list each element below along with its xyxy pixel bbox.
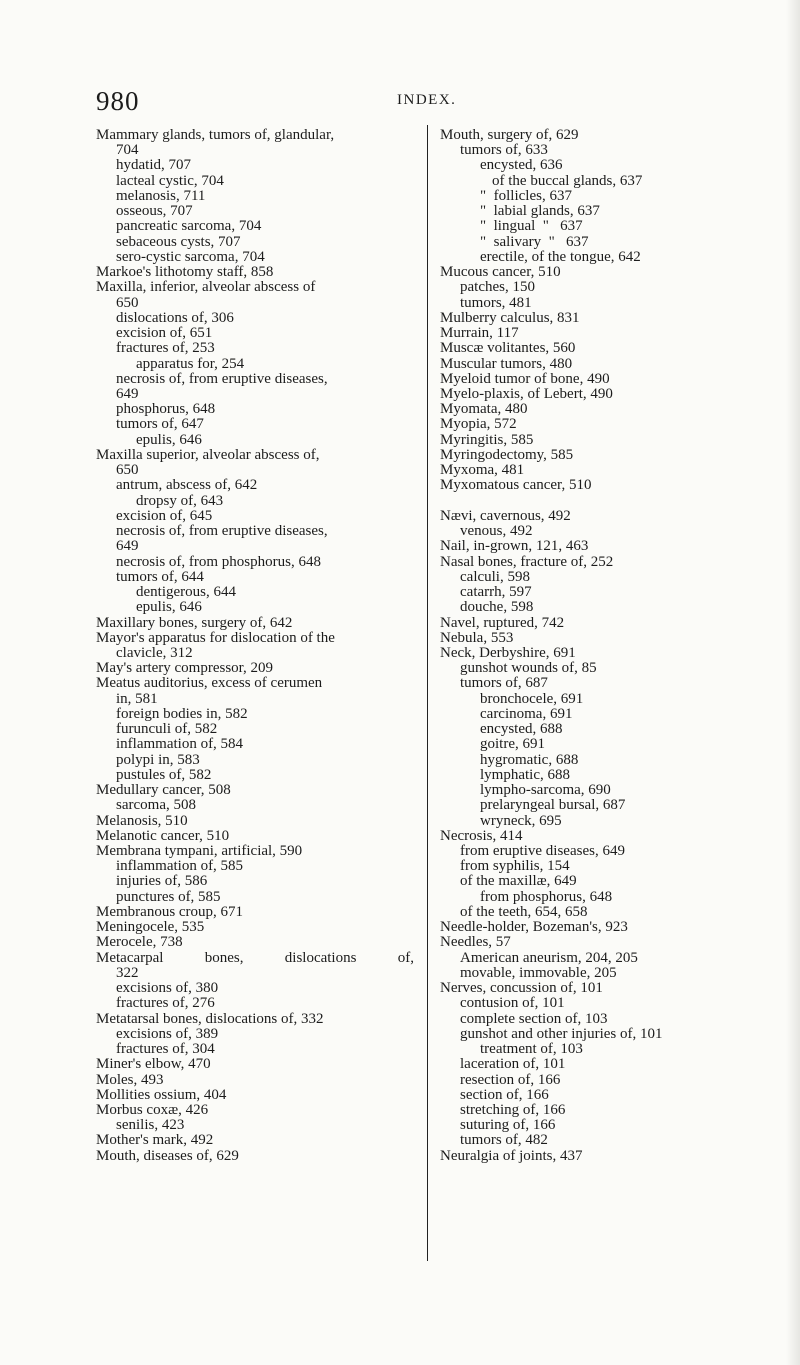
index-subentry: lacteal cystic, 704 — [116, 172, 224, 189]
index-subentry: of the maxillæ, 649 — [460, 873, 577, 890]
index-subentry: " labial glands, 637 — [480, 203, 600, 220]
index-subentry: in, 581 — [116, 690, 158, 707]
index-subentry: encysted, 688 — [480, 721, 563, 738]
index-subentry: dislocations of, 306 — [116, 309, 234, 326]
index-entry: Neuralgia of joints, 437 — [440, 1147, 583, 1164]
index-subentry: 649 — [116, 538, 139, 555]
index-subentry: of the buccal glands, 637 — [492, 172, 643, 189]
index-subentry: pancreatic sarcoma, 704 — [116, 218, 262, 235]
index-subentry: gunshot wounds of, 85 — [460, 660, 597, 677]
index-entry: Nævi, cavernous, 492 — [440, 507, 571, 524]
index-subentry: treatment of, 103 — [480, 1041, 583, 1058]
index-subentry: antrum, abscess of, 642 — [116, 477, 258, 494]
index-subentry: polypi in, 583 — [116, 751, 200, 768]
index-subentry: excisions of, 389 — [116, 1025, 219, 1042]
index-subentry: gunshot and other injuries of, 101 — [460, 1025, 663, 1042]
index-subentry: 322 — [116, 964, 139, 981]
index-entry: Morbus coxæ, 426 — [96, 1102, 209, 1118]
index-subentry: clavicle, 312 — [116, 644, 193, 661]
index-subentry: goitre, 691 — [480, 736, 545, 753]
index-subentry: dropsy of, 643 — [136, 492, 224, 509]
index-entry: Nasal bones, fracture of, 252 — [440, 553, 614, 570]
index-subentry: venous, 492 — [460, 523, 533, 540]
index-entry: Necrosis, 414 — [440, 827, 523, 844]
index-entry: Maxilla superior, alveolar abscess of, — [96, 446, 320, 463]
index-entry: Melanotic cancer, 510 — [96, 827, 230, 844]
index-subentry: pustules of, 582 — [116, 766, 212, 783]
index-entry: Merocele, 738 — [96, 934, 183, 951]
index-subentry: douche, 598 — [460, 599, 534, 616]
index-entry: Mouth, surgery of, 629 — [440, 127, 579, 143]
index-subentry: from syphilis, 154 — [460, 858, 570, 875]
page-number: 980 — [96, 86, 140, 116]
index-subentry: inflammation of, 584 — [116, 736, 244, 753]
index-entry: Mucous cancer, 510 — [440, 264, 561, 281]
index-subentry: inflammation of, 585 — [116, 858, 244, 875]
index-subentry: fractures of, 304 — [116, 1041, 215, 1058]
index-subentry: punctures of, 585 — [116, 888, 221, 905]
index-entry: Myeloid tumor of bone, 490 — [440, 370, 610, 387]
index-entry: Markoe's lithotomy staff, 858 — [96, 264, 274, 281]
index-subentry: fractures of, 253 — [116, 340, 215, 357]
index-subentry: carcinoma, 691 — [480, 705, 573, 722]
index-subentry: tumors of, 633 — [460, 142, 548, 159]
index-subentry: lympho-sarcoma, 690 — [480, 782, 611, 799]
index-entry: Myxoma, 481 — [440, 462, 525, 479]
index-subentry: from phosphorus, 648 — [480, 888, 613, 905]
index-subentry: tumors of, 647 — [116, 416, 204, 433]
index-entry: Murrain, 117 — [440, 325, 519, 342]
index-entry: Neck, Derbyshire, 691 — [440, 644, 576, 661]
index-subentry: suturing of, 166 — [460, 1117, 556, 1134]
index-subentry: epulis, 646 — [136, 599, 202, 616]
index-entry: Nebula, 553 — [440, 629, 514, 646]
index-subentry: injuries of, 586 — [116, 873, 208, 890]
index-subentry: " lingual " 637 — [480, 218, 583, 235]
index-subentry: sarcoma, 508 — [116, 797, 196, 814]
index-entry: Metacarpal bones, dislocations of, — [96, 949, 414, 966]
index-entry: Nerves, concussion of, 101 — [440, 980, 603, 997]
index-entry: Needle-holder, Bozeman's, 923 — [440, 919, 628, 936]
index-subentry: excision of, 645 — [116, 507, 213, 524]
index-entry: Mulberry calculus, 831 — [440, 309, 580, 326]
index-subentry: melanosis, 711 — [116, 187, 206, 204]
index-entry: Mother's mark, 492 — [96, 1132, 214, 1149]
index-subentry: bronchocele, 691 — [480, 690, 584, 707]
index-subentry: fractures of, 276 — [116, 995, 215, 1012]
index-subentry: sebaceous cysts, 707 — [116, 233, 241, 250]
index-entry: Myelo-plaxis, of Lebert, 490 — [440, 385, 613, 402]
index-entry: Melanosis, 510 — [96, 812, 188, 829]
index-subentry: excision of, 651 — [116, 325, 213, 342]
index-entry: Myringodectomy, 585 — [440, 446, 574, 463]
index-entry: Meatus auditorius, excess of cerumen — [96, 675, 323, 692]
index-subentry: encysted, 636 — [480, 157, 563, 174]
index-subentry: " salivary " 637 — [480, 233, 589, 250]
index-subentry: calculi, 598 — [460, 568, 530, 585]
index-subentry: excisions of, 380 — [116, 980, 219, 997]
index-subentry: necrosis of, from phosphorus, 648 — [116, 553, 321, 570]
index-entry: Myxomatous cancer, 510 — [440, 477, 592, 494]
index-entry: Membrana tympani, artificial, 590 — [96, 843, 303, 860]
index-subentry: apparatus for, 254 — [136, 355, 245, 372]
index-subentry: " follicles, 637 — [480, 187, 572, 204]
index-subentry: hydatid, 707 — [116, 157, 191, 174]
index-entry: Muscæ volitantes, 560 — [440, 340, 576, 357]
index-entry: Maxilla, inferior, alveolar abscess of — [96, 279, 316, 296]
index-entry: Myomata, 480 — [440, 401, 528, 418]
index-subentry: contusion of, 101 — [460, 995, 565, 1012]
index-subentry: section of, 166 — [460, 1086, 549, 1103]
index-entry: Muscular tumors, 480 — [440, 355, 573, 372]
index-subentry: 650 — [116, 462, 139, 479]
index-subentry: senilis, 423 — [116, 1117, 185, 1134]
index-entry: Mayor's apparatus for dislocation of the — [96, 629, 335, 646]
index-entry: Nail, in-grown, 121, 463 — [440, 538, 589, 555]
index-subentry: from eruptive diseases, 649 — [460, 843, 625, 860]
index-subentry: movable, immovable, 205 — [460, 964, 617, 981]
index-subentry: 649 — [116, 385, 139, 402]
index-subentry: tumors of, 482 — [460, 1132, 548, 1149]
index-subentry: necrosis of, from eruptive diseases, — [116, 370, 328, 387]
index-subentry: lymphatic, 688 — [480, 766, 570, 783]
index-subentry: American aneurism, 204, 205 — [460, 949, 638, 966]
index-entry: Myringitis, 585 — [440, 431, 534, 448]
index-subentry: 704 — [116, 142, 139, 159]
index-subentry: furunculi of, 582 — [116, 721, 218, 738]
index-entry: Membranous croup, 671 — [96, 903, 244, 920]
index-subentry: catarrh, 597 — [460, 584, 532, 601]
index-entry: Maxillary bones, surgery of, 642 — [96, 614, 293, 631]
index-subentry: phosphorus, 648 — [116, 401, 216, 418]
index-entry: Mollities ossium, 404 — [96, 1086, 227, 1103]
index-entry: Meningocele, 535 — [96, 919, 205, 936]
index-entry: Metatarsal bones, dislocations of, 332 — [96, 1010, 324, 1027]
index-subentry: wryneck, 695 — [480, 812, 562, 829]
index-subentry: patches, 150 — [460, 279, 535, 296]
index-subentry: tumors of, 687 — [460, 675, 548, 692]
index-subentry: laceration of, 101 — [460, 1056, 566, 1073]
section-gap — [440, 494, 770, 509]
page-edge-shadow — [786, 0, 800, 1365]
index-subentry: foreign bodies in, 582 — [116, 705, 248, 722]
index-entry: Medullary cancer, 508 — [96, 782, 231, 799]
index-entry: May's artery compressor, 209 — [96, 660, 274, 677]
index-entry: Moles, 493 — [96, 1071, 164, 1088]
index-subentry: stretching of, 166 — [460, 1102, 566, 1118]
index-subentry: necrosis of, from eruptive diseases, — [116, 523, 328, 540]
index-subentry: tumors of, 644 — [116, 568, 204, 585]
index-column-right — [440, 128, 770, 1164]
index-entry: Navel, ruptured, 742 — [440, 614, 565, 631]
index-entry: Needles, 57 — [440, 934, 511, 951]
index-subentry: erectile, of the tongue, 642 — [480, 248, 641, 265]
index-subentry: osseous, 707 — [116, 203, 193, 220]
index-subentry: prelaryngeal bursal, 687 — [480, 797, 626, 814]
index-subentry: sero-cystic sarcoma, 704 — [116, 248, 265, 265]
index-subentry: epulis, 646 — [136, 431, 202, 448]
index-entry: Mammary glands, tumors of, glandular, — [96, 127, 335, 143]
index-entry: Myopia, 572 — [440, 416, 517, 433]
index-subentry: complete section of, 103 — [460, 1010, 608, 1027]
index-subentry: resection of, 166 — [460, 1071, 561, 1088]
index-subentry: tumors, 481 — [460, 294, 532, 311]
index-column-left — [96, 128, 420, 1164]
index-subentry: of the teeth, 654, 658 — [460, 903, 588, 920]
index-subentry: 650 — [116, 294, 139, 311]
running-head: INDEX. — [397, 92, 457, 108]
index-subentry: dentigerous, 644 — [136, 584, 236, 601]
column-divider — [427, 125, 428, 1261]
index-entry: Miner's elbow, 470 — [96, 1056, 211, 1073]
index-entry: Mouth, diseases of, 629 — [96, 1147, 239, 1164]
index-subentry: hygromatic, 688 — [480, 751, 579, 768]
